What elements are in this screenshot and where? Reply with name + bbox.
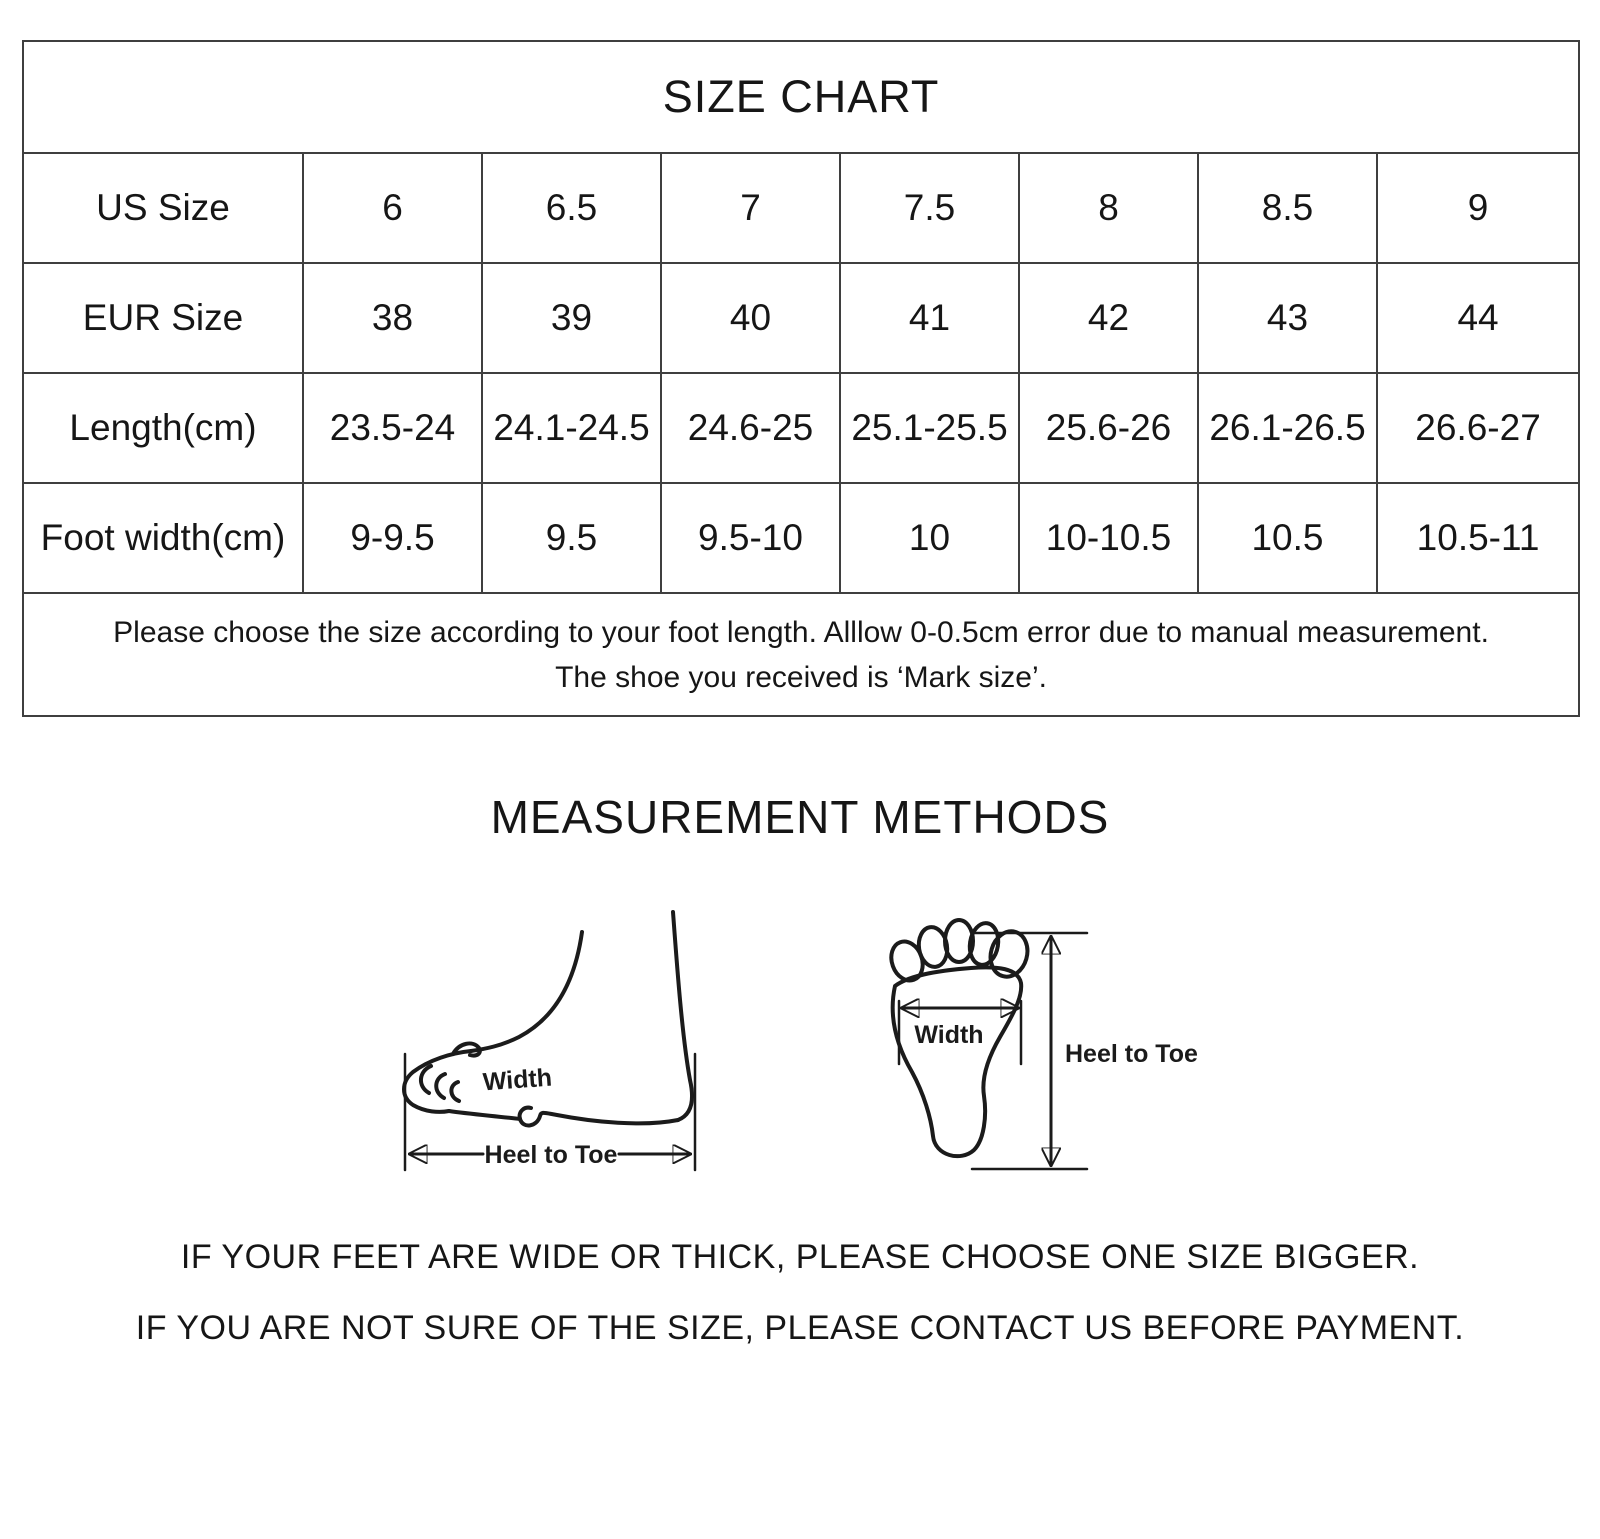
table-row-length [23, 373, 1579, 483]
advice-line-1: IF YOUR FEET ARE WIDE OR THICK, PLEASE CHOOSE ONE SIZE BIGGER. [180, 1238, 1420, 1276]
eur-size-cell: 44 [1377, 263, 1579, 373]
table-row-eur-size [23, 263, 1579, 373]
foot-width-cell: 9.5 [482, 483, 661, 593]
us-size-cell: 8 [1019, 153, 1198, 263]
us-size-cell: 6 [303, 153, 482, 263]
size-chart-table [22, 40, 1580, 717]
us-size-cell: 8.5 [1198, 153, 1377, 263]
us-size-cell: 9 [1377, 153, 1579, 263]
eur-size-cell: 42 [1019, 263, 1198, 373]
row-label-foot-width: Foot width(cm) [23, 483, 303, 593]
side-width-label: Width [481, 1063, 553, 1097]
us-size-cell: 7.5 [840, 153, 1019, 263]
sole-width-label: Width [914, 1021, 984, 1049]
eur-size-cell: 41 [840, 263, 1019, 373]
size-chart-title: SIZE CHART [23, 41, 1579, 153]
eur-size-cell: 43 [1198, 263, 1377, 373]
us-size-cell: 6.5 [482, 153, 661, 263]
length-cell: 24.6-25 [661, 373, 840, 483]
length-cell: 23.5-24 [303, 373, 482, 483]
row-label-length: Length(cm) [23, 373, 303, 483]
size-note-line-1: Please choose the size according to your foot length. Alllow 0-0.5cm error due to manual measurement. [113, 615, 1489, 649]
row-label-eur-size: EUR Size [23, 263, 303, 373]
us-size-cell: 7 [661, 153, 840, 263]
table-row-foot-width [23, 483, 1579, 593]
table-title-row [23, 41, 1579, 153]
side-heel-to-toe-label: Heel to Toe [484, 1141, 618, 1169]
foot-sole-view-diagram [875, 906, 1205, 1176]
foot-width-cell: 10-10.5 [1019, 483, 1198, 593]
length-cell: 25.6-26 [1019, 373, 1198, 483]
eur-size-cell: 40 [661, 263, 840, 373]
foot-width-cell: 9.5-10 [661, 483, 840, 593]
foot-side-view-diagram [395, 904, 705, 1176]
length-cell: 25.1-25.5 [840, 373, 1019, 483]
advice-line-2: IF YOU ARE NOT SURE OF THE SIZE, PLEASE CONTACT US BEFORE PAYMENT. [135, 1309, 1465, 1347]
sole-heel-to-toe-label: Heel to Toe [1065, 1040, 1198, 1068]
table-row-us-size [23, 153, 1579, 263]
size-note-line-2: The shoe you received is ‘Mark size’. [555, 660, 1047, 694]
length-cell: 26.6-27 [1377, 373, 1579, 483]
foot-width-cell: 10.5 [1198, 483, 1377, 593]
measurement-diagrams [0, 904, 1600, 1176]
eur-size-cell: 39 [482, 263, 661, 373]
foot-width-cell: 10.5-11 [1377, 483, 1579, 593]
measurement-methods-title: MEASUREMENT METHODS [490, 791, 1110, 843]
eur-size-cell: 38 [303, 263, 482, 373]
length-cell: 26.1-26.5 [1198, 373, 1377, 483]
row-label-us-size: US Size [23, 153, 303, 263]
foot-width-cell: 9-9.5 [303, 483, 482, 593]
table-note-row [23, 593, 1579, 716]
length-cell: 24.1-24.5 [482, 373, 661, 483]
foot-width-cell: 10 [840, 483, 1019, 593]
size-note [23, 593, 1579, 716]
